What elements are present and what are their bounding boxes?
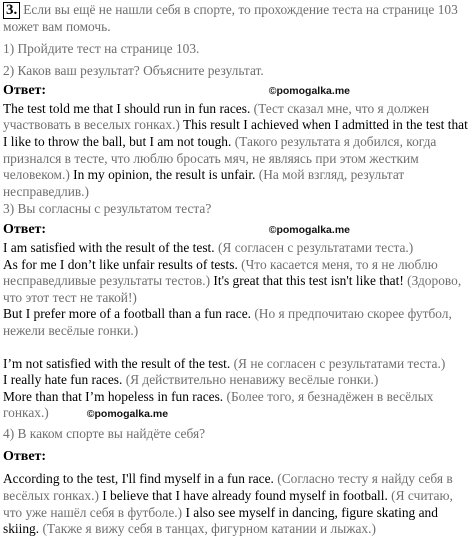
a2-en-1: This result I achieved when I admitted in the test that I like to throw the ball, but I am not tough. xyxy=(3,117,468,149)
a3-g4-ru-0: (Я не согласен с результатами теста.) xyxy=(230,355,446,371)
question-3: 3) Вы согласны с результатом теста? xyxy=(3,201,212,217)
task-intro xyxy=(3,2,470,36)
task-intro-text: Если вы ещё не нашли себя в спорте, то прохождение теста на странице 103 может вам помочь. xyxy=(3,2,458,34)
a4-ru-0: (Согласно тесту я найду себя в весёлых гонках.) xyxy=(3,471,453,504)
answer-header-1 xyxy=(3,83,470,99)
a3-g2-ru-0: (Что касается меня, то я не люблю несправедливые результаты тестов.) xyxy=(3,256,438,289)
a3-g1-en-0: I am satisfied with the result of the test. xyxy=(3,239,215,255)
answer-4-text xyxy=(3,471,470,537)
a4-ru-2: (Также я вижу себя в танцах, фигурном катании и лыжах.) xyxy=(39,521,376,537)
a3-g3-en-0: But I prefer more of a football than a fun race. xyxy=(3,306,251,322)
a3-g1-ru-0: (Я согласен с результатами теста.) xyxy=(214,239,414,255)
answer-3-part-1 xyxy=(3,240,470,257)
a3-g2-en-1: It's great that this test isn't like that! xyxy=(210,273,404,289)
answer-3-part-3 xyxy=(3,306,470,339)
answer-label: Ответ: xyxy=(3,82,47,98)
a2-en-0: The test told me that I should run in fun races. xyxy=(3,100,251,116)
watermark: ©pomogalka.me xyxy=(268,223,350,236)
a2-en-2: In my opinion, the result is unfair. xyxy=(69,167,256,183)
a2-ru-2: (На мой взгляд, результат несправедлив.) xyxy=(3,167,405,199)
task-number: 3. xyxy=(3,2,20,19)
answer-header-3 xyxy=(3,447,470,465)
a3-g4-en-0: I’m not satisfied with the result of the test. xyxy=(3,355,231,371)
a4-ru-1: (Я считаю, что уже нашёл себя в футболе.) xyxy=(3,488,453,520)
answer-header-2 xyxy=(3,222,470,238)
answer-3-part-6 xyxy=(3,389,470,423)
a3-g2-en-0: As for me I don’t like unfair results of tests. xyxy=(3,256,238,272)
watermark: ©pomogalka.me xyxy=(268,84,350,97)
a2-ru-1: (Такого результата я добился, когда признался в тесте, что люблю бросать мяч, не являясь при этом жестким человеком.) xyxy=(3,133,437,183)
a3-g5-ru-0: (Я действительно ненавижу весёлые гонки.) xyxy=(122,372,379,388)
question-1: 1) Пройдите тест на странице 103. xyxy=(3,40,200,56)
answer-3-part-5 xyxy=(3,372,470,389)
a3-g6-ru-0: (Более того, я безнадёжен в весёлых гонках.) xyxy=(3,388,434,421)
answer-label: Ответ: xyxy=(3,221,47,237)
a2-ru-0: (Тест сказал мне, что я должен участвовать в веселых гонках.) xyxy=(3,100,430,133)
question-4: 4) В каком спорте вы найдёте себя? xyxy=(3,425,206,441)
a3-g3-ru-0: (Но я предпочитаю скорее футбол, нежели весёлые гонки.) xyxy=(3,306,452,338)
answer-2-text xyxy=(3,101,470,201)
a4-en-1: I believe that I have already found myself in football. xyxy=(98,488,388,504)
watermark: ©pomogalka.me xyxy=(86,408,169,421)
a4-en-0: According to the test, I'll find myself in a fun race. xyxy=(3,471,274,487)
answer-label: Ответ: xyxy=(3,449,47,465)
question-2: 2) Каков ваш результат? Объясните результат. xyxy=(3,63,264,79)
answer-3-part-2 xyxy=(3,257,470,307)
a4-en-2: I also see myself in dancing, figure skating and skiing. xyxy=(3,504,438,537)
a3-g6-en-0: More than that I’m hopeless in fun races. xyxy=(3,388,224,404)
a3-g5-en-0: I really hate fun races. xyxy=(3,372,123,388)
a3-g2-ru-1: (Здорово, что этот тест не такой!) xyxy=(3,273,462,305)
answer-3-part-4 xyxy=(3,356,470,373)
